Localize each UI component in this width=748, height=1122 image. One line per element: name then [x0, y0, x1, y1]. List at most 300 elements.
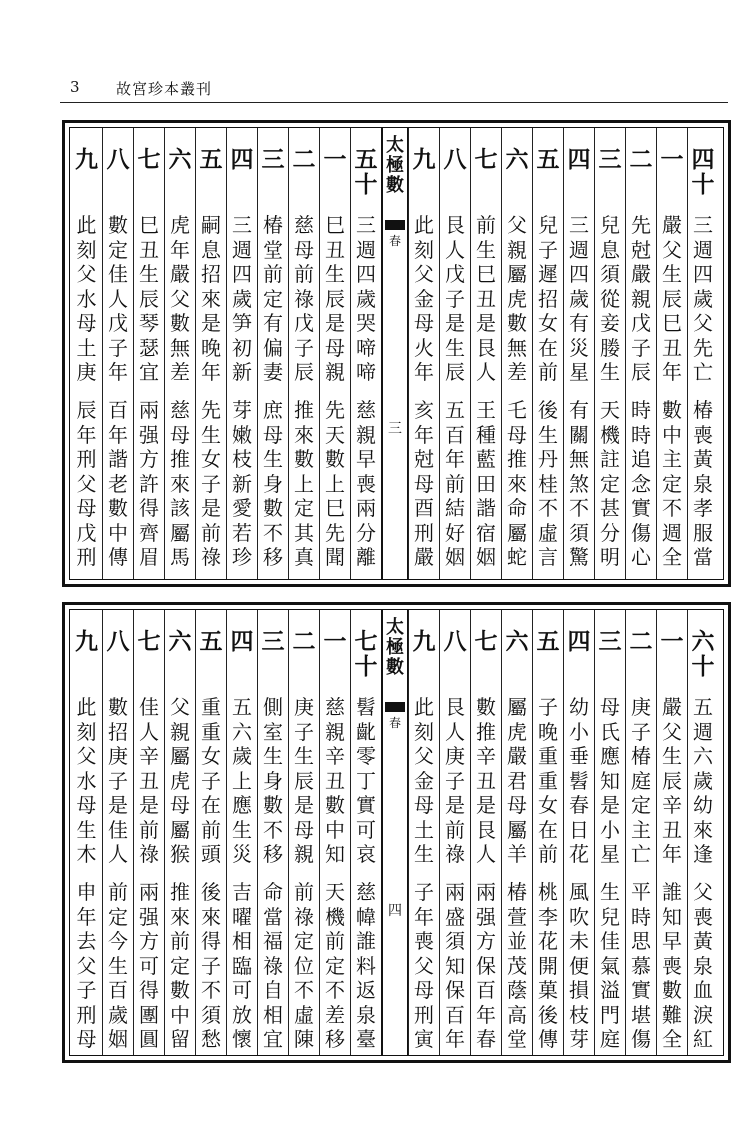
entry-number: [103, 148, 133, 173]
verse-char: 祿: [294, 286, 314, 311]
verse-line-b: [471, 880, 501, 1052]
verse-line-b: [227, 398, 257, 570]
verse-char: 酉: [414, 496, 434, 520]
verse-char: 兩: [356, 496, 376, 520]
verse-char: 三: [356, 213, 376, 237]
verse-char: 屬: [507, 262, 527, 286]
verse-char: 前: [139, 817, 159, 842]
verse-char: 得: [139, 496, 159, 520]
verse-column: [687, 128, 718, 579]
verse-char: 刻: [76, 237, 97, 262]
verse-column: [71, 128, 102, 579]
verse-char: 上: [232, 768, 252, 793]
verse-char: 週: [232, 237, 252, 262]
folio-number: 三: [388, 421, 402, 437]
verse-char: 福: [263, 929, 283, 953]
verse-char: 得: [201, 929, 221, 953]
verse-char: 艮: [445, 213, 465, 237]
verse-char: 推: [170, 447, 190, 471]
verse-char: 屬: [507, 695, 527, 719]
verse-char: 戊: [445, 262, 465, 286]
verse-char: 數: [507, 311, 527, 335]
verse-char: 先: [201, 398, 221, 422]
verse-char: 老: [108, 471, 128, 496]
verse-char: 祿: [294, 904, 314, 929]
verse-char: 枝: [232, 447, 252, 471]
verse-char: 前: [538, 842, 558, 866]
verse-column: [164, 128, 195, 579]
verse-column: [195, 610, 226, 1055]
verse-char: 實: [631, 978, 651, 1002]
verse-line-b: [533, 398, 563, 570]
entry-number: [688, 148, 718, 197]
verse-char: 年: [662, 842, 682, 866]
verse-column: [656, 610, 687, 1055]
verse-char: 災: [569, 335, 589, 360]
entry-number: [533, 630, 563, 655]
verse-char: 歲: [693, 286, 713, 311]
verse-char: 氏: [600, 719, 620, 744]
entry-number: [71, 630, 102, 655]
entry-number: [564, 148, 594, 173]
verse-char: 珍: [232, 545, 252, 569]
verse-char: 數: [294, 447, 314, 471]
verse-char: 定: [294, 929, 314, 953]
center-fold-column: [381, 128, 408, 579]
verse-char: 親: [356, 422, 376, 447]
verse-char: 虎: [507, 719, 527, 744]
verse-char: 髫: [356, 695, 376, 719]
verse-char: 慈: [325, 695, 345, 719]
verse-line-b: [320, 880, 350, 1052]
entry-number-char: 五: [354, 146, 378, 173]
book-title: 故宮珍本叢刊: [116, 80, 213, 98]
verse-char: 戊: [108, 311, 128, 335]
verse-char: 不: [263, 520, 283, 545]
verse-char: 後: [538, 398, 558, 422]
verse-char: 吉: [232, 880, 252, 904]
verse-char: 女: [538, 311, 558, 335]
verse-char: 母: [76, 793, 97, 817]
verse-char: 分: [356, 520, 376, 545]
verse-char: 琴: [139, 311, 159, 335]
verse-char: 父: [76, 953, 97, 978]
verse-char: 辛: [139, 744, 159, 768]
entry-number: [258, 630, 288, 655]
verse-char: 此: [76, 213, 97, 237]
verse-line-a: [626, 213, 656, 385]
verse-char: 氣: [600, 953, 620, 978]
verse-char: 位: [294, 953, 314, 978]
verse-char: 愁: [201, 1027, 221, 1051]
verse-char: 從: [600, 286, 620, 311]
verse-char: 辰: [662, 768, 682, 793]
verse-char: 是: [325, 311, 345, 335]
text-panel-top: [62, 120, 731, 587]
verse-char: 數: [108, 496, 128, 520]
verse-char: 尅: [414, 447, 434, 471]
verse-char: 花: [538, 929, 558, 953]
verse-line-b: [564, 880, 594, 1052]
verse-char: 嚴: [662, 213, 682, 237]
verse-char: 息: [600, 237, 620, 262]
verse-char: 誰: [662, 880, 682, 904]
entry-number-char: 五: [536, 146, 560, 173]
verse-column: [319, 610, 350, 1055]
verse-char: 屬: [170, 520, 190, 545]
verse-char: 堂: [263, 237, 283, 262]
verse-char: 丑: [476, 768, 496, 793]
verse-char: 啼: [356, 335, 376, 360]
center-title-char: 太: [386, 617, 404, 638]
verse-char: 不: [662, 496, 682, 520]
verse-char: 丑: [139, 237, 159, 262]
verse-char: 驚: [569, 545, 589, 569]
verse-char: 佳: [139, 695, 159, 719]
verse-char: 料: [356, 953, 376, 978]
verse-char: 可: [356, 817, 376, 842]
verse-char: 年: [445, 447, 465, 471]
verse-char: 母: [76, 1027, 97, 1051]
verse-line-b: [351, 398, 381, 570]
verse-char: 丑: [325, 768, 345, 793]
entry-number: [227, 148, 257, 173]
verse-char: 嚴: [631, 262, 651, 286]
verse-line-a: [657, 695, 687, 867]
verse-char: 須: [569, 520, 589, 545]
entry-number-char: 二: [629, 146, 653, 173]
verse-char: 好: [445, 520, 465, 545]
folio-number: 四: [388, 903, 402, 919]
verse-char: 四: [232, 262, 252, 286]
verse-line-a: [533, 213, 563, 385]
verse-char: 週: [693, 237, 713, 262]
verse-char: 方: [139, 929, 159, 953]
entry-number-char: 八: [106, 146, 130, 173]
verse-column: [164, 610, 195, 1055]
verse-column: [102, 128, 133, 579]
verse-char: 辰: [631, 360, 651, 384]
verse-char: 追: [631, 447, 651, 471]
verse-char: 桂: [538, 471, 558, 496]
verse-char: 嚴: [507, 744, 527, 768]
verse-line-a: [564, 695, 594, 867]
verse-char: 許: [139, 471, 159, 496]
verse-char: 年: [76, 422, 97, 447]
verse-char: 歲: [569, 286, 589, 311]
verse-char: 曜: [232, 904, 252, 929]
verse-char: 推: [294, 398, 314, 422]
verse-line-a: [471, 213, 501, 385]
verse-char: 有: [569, 311, 589, 335]
entry-number-char: 九: [75, 628, 98, 655]
verse-char: 宜: [263, 1027, 283, 1051]
verse-char: 未: [569, 929, 589, 953]
fishtail-mark: [385, 220, 405, 230]
entry-number: [440, 148, 470, 173]
entry-number-char: 八: [443, 628, 467, 655]
verse-char: 哀: [356, 842, 376, 866]
entry-number-char: 十: [354, 170, 378, 198]
verse-char: 眉: [139, 545, 159, 569]
verse-char: 紅: [693, 1027, 713, 1051]
verse-char: 巳: [325, 496, 345, 520]
verse-line-b: [258, 880, 288, 1052]
verse-char: 返: [356, 978, 376, 1002]
verse-line-b: [165, 880, 195, 1052]
verse-char: 差: [170, 360, 190, 384]
verse-char: 親: [325, 719, 345, 744]
verse-char: 啼: [356, 360, 376, 384]
verse-char: 親: [170, 719, 190, 744]
verse-char: 週: [693, 719, 713, 744]
verse-char: 上: [325, 471, 345, 496]
verse-line-b: [626, 398, 656, 570]
verse-column: [133, 610, 164, 1055]
entry-number-char: 九: [412, 628, 436, 655]
verse-line-a: [165, 695, 195, 867]
verse-char: 枝: [569, 1002, 589, 1027]
entry-number: [409, 148, 439, 173]
verse-char: 年: [445, 1027, 465, 1051]
verse-char: 堂: [507, 1027, 527, 1051]
verse-column: [532, 128, 563, 579]
verse-char: 數: [108, 695, 128, 719]
verse-char: 齊: [139, 520, 159, 545]
verse-char: 泉: [693, 471, 713, 496]
verse-char: 團: [139, 1002, 159, 1027]
verse-char: 父: [414, 262, 434, 286]
verse-char: 數: [108, 213, 128, 237]
verse-column: [656, 128, 687, 579]
verse-char: 母: [76, 496, 97, 520]
entry-number: [657, 148, 687, 173]
verse-char: 須: [600, 262, 620, 286]
verse-char: 全: [662, 1027, 682, 1051]
entry-number-char: 三: [598, 628, 622, 655]
verse-char: 姻: [445, 545, 465, 569]
verse-char: 前: [325, 929, 345, 953]
verse-char: 是: [294, 793, 314, 817]
verse-char: 四: [356, 262, 376, 286]
verse-char: 椿: [263, 213, 283, 237]
verse-char: 是: [201, 311, 221, 335]
verse-char: 是: [476, 311, 496, 335]
verse-char: 平: [631, 880, 651, 904]
verse-char: 前: [201, 817, 221, 842]
verse-char: 芽: [232, 398, 252, 422]
verse-char: 知: [445, 953, 465, 978]
verse-char: 傳: [108, 545, 128, 569]
verse-char: 定: [662, 471, 682, 496]
verse-char: 數: [325, 447, 345, 471]
verse-char: 丑: [139, 768, 159, 793]
entry-number: [71, 148, 102, 173]
verse-char: 寅: [414, 1027, 434, 1051]
verse-char: 辰: [662, 286, 682, 311]
entry-number-char: 五: [199, 146, 223, 173]
verse-char: 水: [76, 286, 97, 311]
verse-char: 分: [600, 520, 620, 545]
verse-char: 嚴: [414, 545, 434, 569]
verse-column: [350, 128, 381, 579]
verse-char: 子: [445, 286, 465, 311]
verse-char: 人: [108, 842, 128, 866]
verse-char: 君: [507, 768, 527, 793]
verse-char: 週: [569, 237, 589, 262]
verse-line-b: [258, 398, 288, 570]
verse-char: 真: [294, 545, 314, 569]
verse-char: 六: [232, 719, 252, 744]
verse-char: 誰: [356, 929, 376, 953]
verse-char: 父: [414, 744, 434, 768]
verse-char: 堪: [631, 1002, 651, 1027]
verse-line-b: [533, 880, 563, 1052]
verse-char: 年: [108, 422, 128, 447]
verse-char: 時: [631, 904, 651, 929]
verse-char: 留: [170, 1027, 190, 1051]
verse-char: 移: [263, 842, 283, 866]
verse-char: 天: [325, 422, 345, 447]
entry-number-char: 三: [261, 628, 285, 655]
verse-char: 損: [569, 978, 589, 1002]
verse-char: 父: [693, 311, 713, 335]
verse-char: 田: [476, 471, 496, 496]
verse-char: 難: [662, 1002, 682, 1027]
verse-line-b: [409, 880, 439, 1052]
verse-char: 泉: [356, 1002, 376, 1027]
verse-char: 妾: [600, 311, 620, 335]
verse-char: 百: [445, 1002, 465, 1027]
verse-char: 門: [600, 1002, 620, 1027]
verse-line-a: [227, 695, 257, 867]
entry-number: [533, 148, 563, 173]
verse-char: 晚: [201, 335, 221, 360]
verse-char: 服: [693, 520, 713, 545]
verse-char: 佳: [600, 929, 620, 953]
verse-char: 虎: [170, 768, 190, 793]
verse-char: 應: [600, 744, 620, 768]
entry-number: [196, 148, 226, 173]
entry-number-char: 二: [292, 628, 316, 655]
verse-char: 椿: [631, 744, 651, 768]
verse-char: 子: [294, 719, 314, 744]
entry-number-char: 六: [168, 628, 192, 655]
verse-char: 丹: [538, 447, 558, 471]
verse-char: 淚: [693, 1002, 713, 1027]
entry-number: [227, 630, 257, 655]
verse-char: 父: [170, 695, 190, 719]
verse-char: 母: [507, 793, 527, 817]
verse-char: 母: [414, 311, 434, 335]
verse-char: 推: [170, 880, 190, 904]
verse-char: 歲: [356, 286, 376, 311]
verse-char: 傷: [631, 1027, 651, 1051]
verse-char: 生: [263, 447, 283, 471]
verse-char: 兒: [538, 213, 558, 237]
verse-char: 身: [263, 768, 283, 793]
verse-column: [288, 128, 319, 579]
verse-line-a: [533, 695, 563, 867]
center-title-char: 數: [386, 175, 404, 196]
verse-char: 思: [631, 929, 651, 953]
verse-char: 母: [294, 817, 314, 842]
verse-char: 庚: [445, 744, 465, 768]
verse-char: 虛: [294, 1002, 314, 1027]
verse-char: 高: [507, 1002, 527, 1027]
verse-char: 吹: [569, 904, 589, 929]
verse-char: 諧: [108, 447, 128, 471]
page-number: 3: [70, 78, 80, 96]
verse-char: 慈: [356, 880, 376, 904]
verse-char: 定: [263, 286, 283, 311]
verse-char: 年: [108, 360, 128, 384]
verse-char: 慈: [356, 398, 376, 422]
verse-char: 前: [476, 213, 496, 237]
verse-char: 煞: [569, 471, 589, 496]
verse-char: 刑: [414, 1002, 434, 1027]
verse-char: 前: [445, 817, 465, 842]
verse-char: 子: [201, 768, 221, 793]
verse-char: 蔭: [507, 978, 527, 1002]
verse-line-a: [289, 695, 319, 867]
verse-char: 歲: [108, 1002, 128, 1027]
verse-line-a: [351, 695, 381, 867]
verse-char: 定: [108, 237, 128, 262]
entry-number: [471, 148, 501, 173]
verse-line-b: [103, 880, 133, 1052]
verse-char: 子: [108, 335, 128, 360]
entry-number: [626, 148, 656, 173]
verse-char: 宿: [476, 520, 496, 545]
verse-char: 幼: [569, 695, 589, 719]
verse-char: 兒: [600, 213, 620, 237]
verse-line-a: [595, 695, 625, 867]
verse-char: 生: [232, 817, 252, 842]
verse-char: 生: [662, 744, 682, 768]
verse-char: 子: [445, 768, 465, 793]
verse-char: 知: [600, 768, 620, 793]
verse-char: 小: [600, 817, 620, 842]
verse-char: 父: [507, 213, 527, 237]
verse-char: 亡: [693, 360, 713, 384]
verse-char: 有: [263, 311, 283, 335]
verse-char: 歲: [232, 286, 252, 311]
verse-char: 歲: [232, 744, 252, 768]
verse-char: 生: [108, 953, 128, 978]
verse-char: 四: [693, 262, 713, 286]
chapter-label: 春: [388, 234, 401, 248]
verse-line-b: [320, 398, 350, 570]
entry-number-char: 十: [691, 170, 715, 198]
verse-char: 父: [76, 471, 97, 496]
verse-line-a: [502, 213, 532, 385]
verse-char: 前: [445, 471, 465, 496]
verse-char: 明: [600, 545, 620, 569]
verse-char: 人: [445, 719, 465, 744]
verse-char: 兩: [139, 880, 159, 904]
verse-char: 後: [201, 880, 221, 904]
verse-char: 前: [538, 360, 558, 384]
verse-char: 中: [325, 817, 345, 842]
verse-line-a: [103, 213, 133, 385]
verse-char: 强: [476, 904, 496, 929]
verse-char: 生: [662, 262, 682, 286]
verse-char: 亥: [414, 398, 434, 422]
verse-char: 百: [108, 398, 128, 422]
entry-number-char: 一: [323, 146, 347, 173]
verse-char: 乇: [507, 398, 527, 422]
